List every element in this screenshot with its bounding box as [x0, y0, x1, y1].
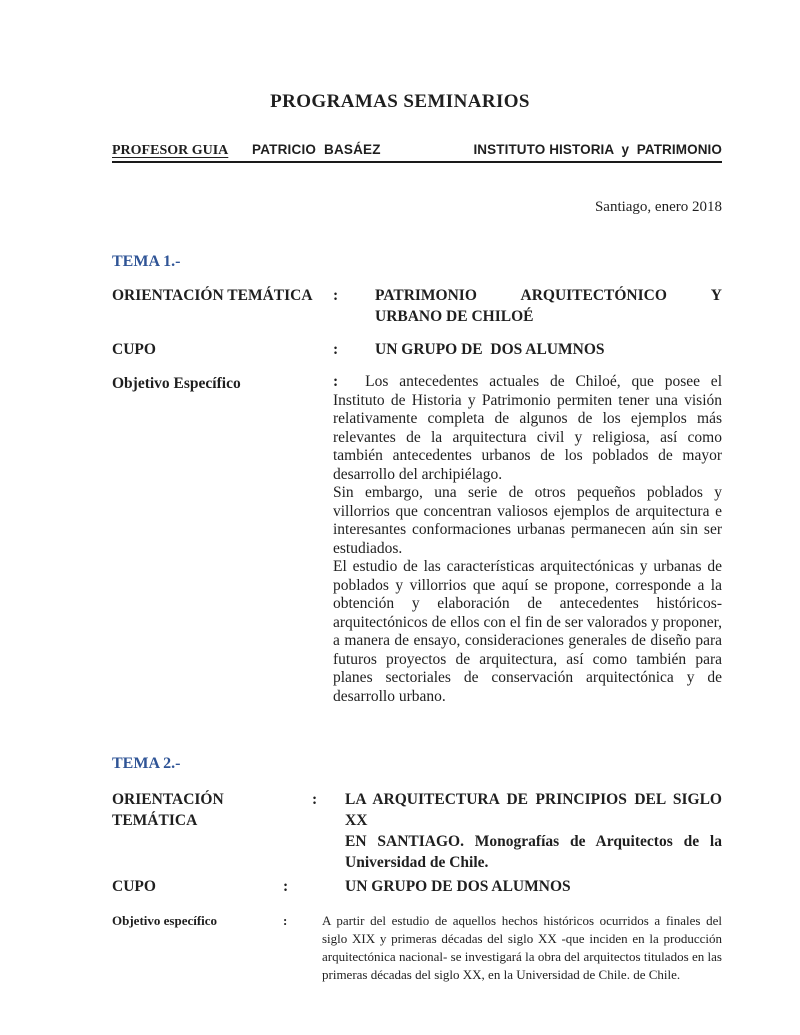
professor-header-row	[112, 142, 722, 163]
objetivo-paragraph: El estudio de las características arquitectónicas y urbanas de poblados y villorrios que aquí se propone, corresponde a la obtención y elaboración de antecedentes históricos-arquitectónicos de ellos con el fin de ser valorados y proponer, a manera de ensayo, consideraciones generales de diseño para futuros proyectos de arquitectura, así como también para planes sectoriales de conservación arquitectónica y de desarrollo urbano.	[333, 558, 722, 705]
objetivo-paragraph: Sin embargo, una serie de otros pequeños poblados y villorrios que concentran valiosos ejemplos de arquitectura e interesantes conformaciones urbanas permanecen aún sin ser estudiados.	[333, 484, 722, 557]
tema1-objetivo-row	[112, 373, 722, 706]
tema1-orientacion-value	[375, 285, 722, 327]
tema1-orientacion-row	[112, 285, 722, 327]
tema2-cupo-value: UN GRUPO DE DOS ALUMNOS	[345, 878, 571, 895]
value-line: EN SANTIAGO. Monografías de Arquitectos de la	[345, 833, 722, 850]
date-line: Santiago, enero 2018	[594, 199, 722, 215]
tema2-cupo-row	[112, 876, 722, 897]
colon-separator: :	[333, 341, 339, 358]
institute-name: INSTITUTO HISTORIA y PATRIMONIO	[473, 142, 722, 157]
tema2-cupo-label: CUPO	[112, 878, 156, 895]
page-title: PROGRAMAS SEMINARIOS	[270, 91, 530, 112]
paragraph-text: Los antecedentes actuales de Chiloé, que posee el Instituto de Historia y Patrimonio permiten tener una visión relativamente completa de algunos de los ejemplos más relevantes de la arquitectura civil y religiosa, así como también antecedentes urbanos de los poblados de mayor desarrollo del archipiélago.	[333, 373, 722, 483]
objetivo-paragraph	[333, 373, 722, 484]
tema1-objetivo-label: Objetivo Específico	[112, 375, 241, 392]
tema1-cupo-value: UN GRUPO DE DOS ALUMNOS	[375, 341, 605, 358]
colon-separator: :	[283, 878, 289, 895]
value-line: PATRIMONIO ARQUITECTÓNICO Y	[375, 287, 722, 304]
colon-separator: :	[333, 287, 339, 304]
tema2-objetivo-row	[112, 912, 722, 984]
tema2-heading: TEMA 2.-	[112, 755, 181, 772]
professor-guide-label: PROFESOR GUIA	[112, 143, 229, 158]
value-line: Universidad de Chile.	[345, 854, 489, 871]
tema1-objetivo-text	[333, 373, 722, 706]
value-line: LA ARQUITECTURA DE PRINCIPIOS DEL SIGLO XX	[345, 791, 722, 829]
tema2-objetivo-label: Objetivo específico	[112, 913, 218, 928]
tema2-orientacion-label: ORIENTACIÓN TEMÁTICA	[112, 791, 224, 829]
colon-separator: :	[283, 913, 288, 928]
tema2-orientacion-row	[112, 789, 722, 873]
value-line: URBANO DE CHILOÉ	[375, 308, 534, 325]
tema1-cupo-row	[112, 339, 722, 360]
tema1-heading: TEMA 1.-	[112, 253, 181, 270]
tema2-objetivo-text: A partir del estudio de aquellos hechos históricos ocurridos a finales del siglo XIX y primeras décadas del siglo XX -que inciden en la producción arquitectónica nacional- se investigará la obra del arquitectos titulados en las primeras décadas del siglo XX, en la Universidad de Chile. de Chile.	[322, 913, 722, 982]
professor-name: PATRICIO BASÁEZ	[252, 142, 381, 157]
tema1-orientacion-label: ORIENTACIÓN TEMÁTICA	[112, 287, 313, 304]
colon-separator: :	[333, 373, 339, 390]
colon-separator: :	[312, 791, 318, 808]
tema1-cupo-label: CUPO	[112, 341, 156, 358]
tema2-orientacion-value	[345, 789, 722, 873]
